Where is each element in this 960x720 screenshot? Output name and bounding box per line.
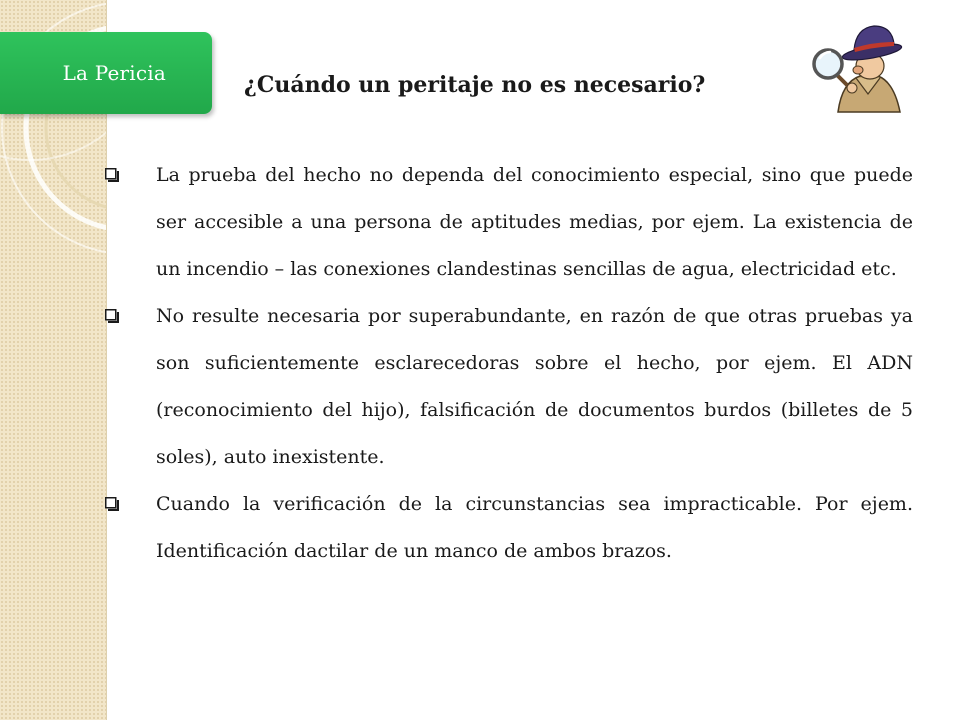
- section-tab-label: La Pericia: [62, 61, 166, 85]
- bullet-item: [105, 152, 913, 293]
- bullet-list: [105, 152, 913, 575]
- detective-icon: [808, 20, 918, 116]
- checkbox-bullet-icon: [105, 168, 119, 182]
- bullet-text: Cuando la verificación de la circunstancias sea impracticable. Por ejem. Identificación dactilar de un manco de ambos brazos.: [156, 493, 913, 562]
- slide-title: ¿Cuándo un peritaje no es necesario?: [244, 72, 706, 98]
- bullet-text: La prueba del hecho no dependa del conocimiento especial, sino que puede ser accesible a una persona de aptitudes medias, por ejem. La existencia de un incendio – las conexiones clandestinas sencillas de agua, electricidad etc.: [156, 164, 913, 280]
- section-tab: [0, 32, 212, 114]
- bullet-item: [105, 293, 913, 481]
- bullet-text: No resulte necesaria por superabundante, en razón de que otras pruebas ya son suficientemente esclarecedoras sobre el hecho, por ejem. El ADN (reconocimiento del hijo), falsificación de documentos burdos (billetes de 5 soles), auto inexistente.: [156, 305, 913, 468]
- checkbox-bullet-icon: [105, 309, 119, 323]
- bullet-item: [105, 481, 913, 575]
- checkbox-bullet-icon: [105, 497, 119, 511]
